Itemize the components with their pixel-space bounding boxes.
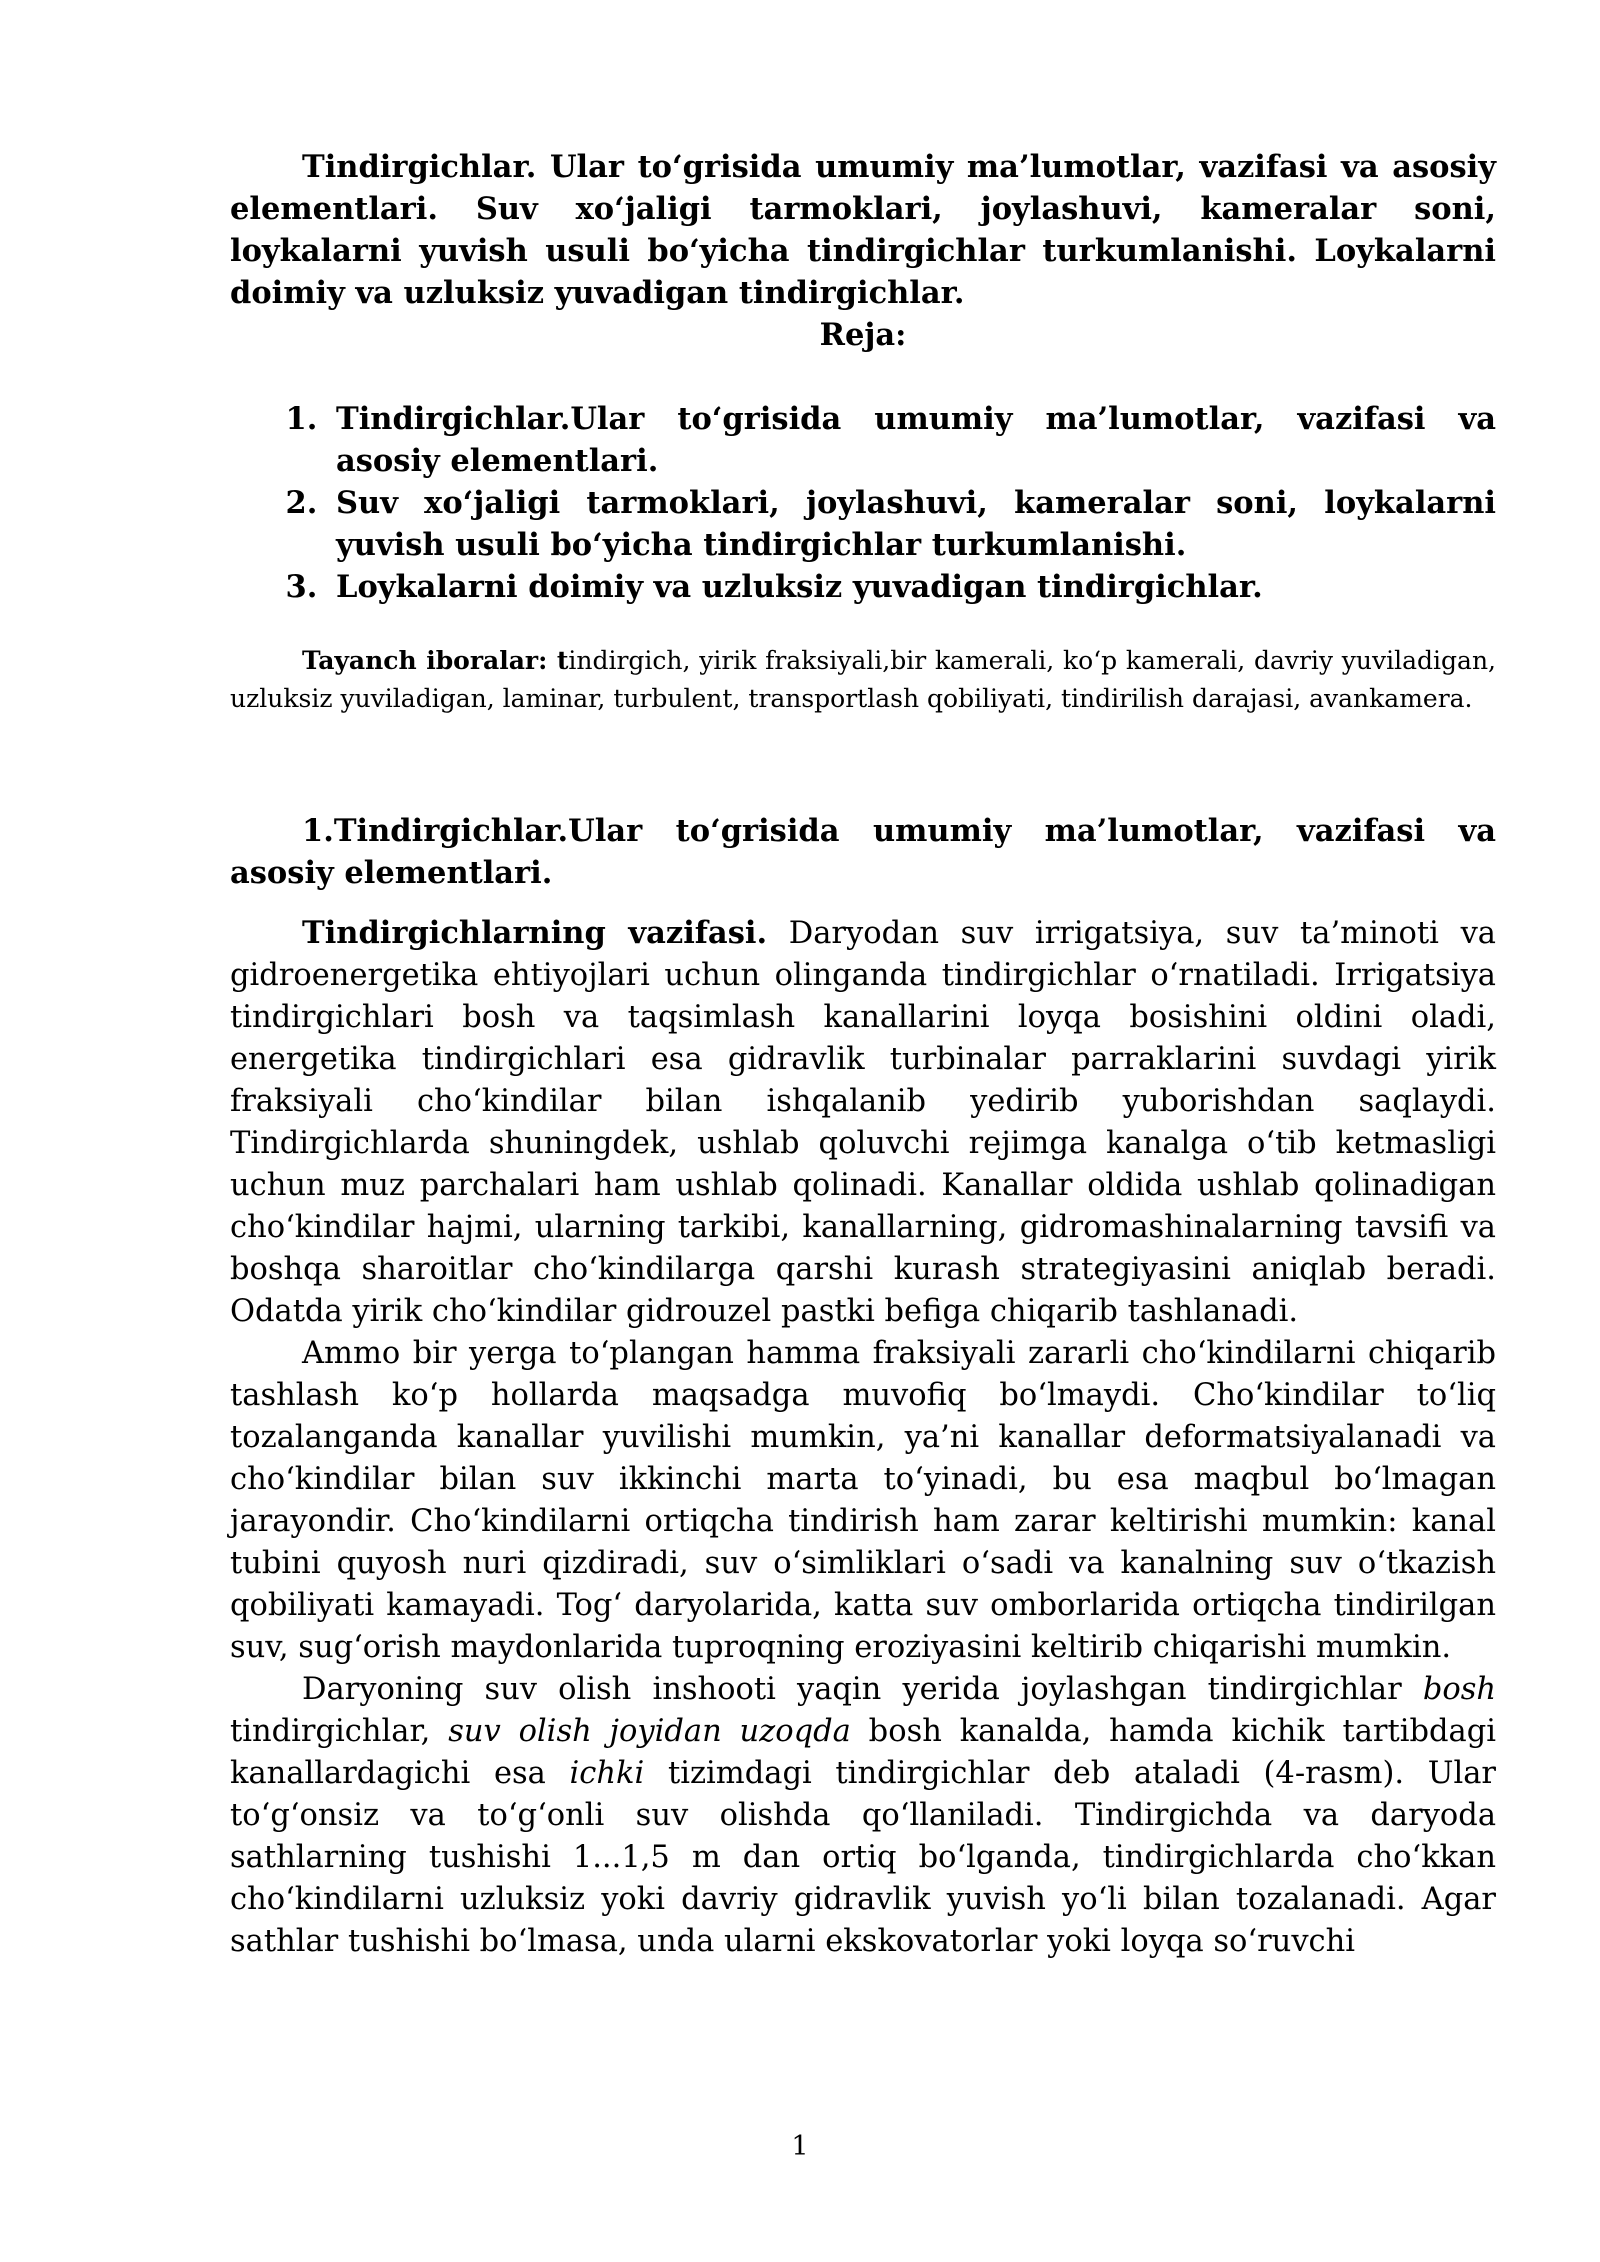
plan-title: Reja: xyxy=(819,317,907,353)
paragraph-3-text: tizimdagi tindirgichlar deb ataladi (4-rasm). Ular to‘g‘onsiz va to‘g‘onli suv olishda qo‘llaniladi. Tindirgichda va daryoda sathlarning tushishi 1...1,5 m dan ortiq bo‘lganda, tindirgichlarda cho‘kkan cho‘kindilarni uzluksiz yoki davriy gidravlik yuvish yo‘li bilan tozalanadi. Agar sathlar tushishi bo‘lmasa, unda ularni ekskovatorlar yoki loyqa so‘ruvchi xyxy=(230,1756,1497,1959)
plan-list xyxy=(230,398,1496,608)
section-heading: 1.Tindirgichlar.Ular to‘grisida umumiy ma’lumotlar, vazifasi va asosiy elementlari. xyxy=(230,813,1496,891)
paragraph-3-italic: suv olish joyidan uzoqda xyxy=(448,1714,851,1749)
paragraph-3-italic: ichki xyxy=(569,1756,645,1791)
paragraph-3 xyxy=(230,1669,1496,1963)
paragraph-1 xyxy=(230,912,1496,1333)
keywords-text: indirgich, yirik fraksiyali,bir kamerali, ko‘p kamerali, davriy yuviladigan, uzluksiz yuviladigan, laminar, turbulent, transportlash qobiliyati, tindirilish darajasi, avankamera. xyxy=(230,646,1496,713)
paragraph-3-text: tindirgichlar, xyxy=(230,1714,449,1749)
paragraph-1-text: Daryodan suv irrigatsiya, suv ta’minoti va gidroenergetika ehtiyojlari uchun olinganda tindirgichlar o‘rnatiladi. Irrigatsiya tindirgichlari bosh va taqsimlash kanallarini loyqa bosishini oldini oladi, energetika tindirgichlari esa gidravlik turbinalar parraklarini suvdagi yirik fraksiyali cho‘kindilar bilan ishqalanib yedirib yuborishdan saqlaydi. Tindirgichlarda shuningdek, ushlab qoluvchi rejimga kanalga o‘tib ketmasligi uchun muz parchalari ham ushlab qolinadi. Kanallar oldida ushlab qolinadigan cho‘kindilar hajmi, ularning tarkibi, kanallarning, gidromashinalarning tavsifi va boshqa sharoitlar cho‘kindilarga qarshi kurash strategiyasini aniqlab beradi. Odatda yirik cho‘kindilar gidrouzel pastki befiga chiqarib tashlanadi. xyxy=(230,916,1496,1329)
page-number: 1 xyxy=(791,2131,809,2162)
document-page xyxy=(230,146,1496,1963)
plan-item: 3. Loykalarni doimiy va uzluksiz yuvadigan tindirgichlar. xyxy=(328,566,1496,608)
plan-item: 2. Suv xo‘jaligi tarmoklari, joylashuvi, kameralar soni, loykalarni yuvish usuli bo‘yicha tindirgichlar turkumlanishi. xyxy=(328,482,1496,566)
keywords-paragraph xyxy=(230,642,1496,718)
paragraph-3-text: bosh kanalda, hamda kichik tartibdagi kanallardagichi esa xyxy=(230,1714,1497,1791)
paragraph-3-italic: bosh xyxy=(1422,1672,1496,1707)
paragraph-2: Ammo bir yerga to‘plangan hamma fraksiyali zararli cho‘kindilarni chiqarib tashlash ko‘p hollarda maqsadga muvofiq bo‘lmaydi. Cho‘kindilar to‘liq tozalanganda kanallar yuvilishi mumkin, ya’ni kanallar deformatsiyalanadi va cho‘kindilar bilan suv ikkinchi marta to‘yinadi, bu esa maqbul bo‘lmagan jarayondir. Cho‘kindilarni ortiqcha tindirish ham zarar keltirishi mumkin: kanal tubini quyosh nuri qizdiradi, suv o‘simliklari o‘sadi va kanalning suv o‘tkazish qobiliyati kamayadi. Tog‘ daryolarida, katta suv omborlarida ortiqcha tindirilgan suv, sug‘orish maydonlarida tuproqning eroziyasini keltirib chiqarishi mumkin. xyxy=(230,1336,1496,1665)
keywords-label: Tayanch iboralar: t xyxy=(302,646,569,675)
plan-item: 1. Tindirgichlar.Ular to‘grisida umumiy ma’lumotlar, vazifasi va asosiy elementlari. xyxy=(328,398,1496,482)
paragraph-3-text: Daryoning suv olish inshooti yaqin yerida joylashgan tindirgichlar xyxy=(302,1672,1423,1707)
document-title: Tindirgichlar. Ular to‘grisida umumiy ma’lumotlar, vazifasi va asosiy elementlari. Suv xo‘jaligi tarmoklari, joylashuvi, kameralar soni, loykalarni yuvish usuli bo‘yicha tindirgichlar turkumlanishi. Loykalarni doimiy va uzluksiz yuvadigan tindirgichlar. xyxy=(230,149,1496,311)
paragraph-1-lead: Tindirgichlarning vazifasi. xyxy=(302,915,768,951)
